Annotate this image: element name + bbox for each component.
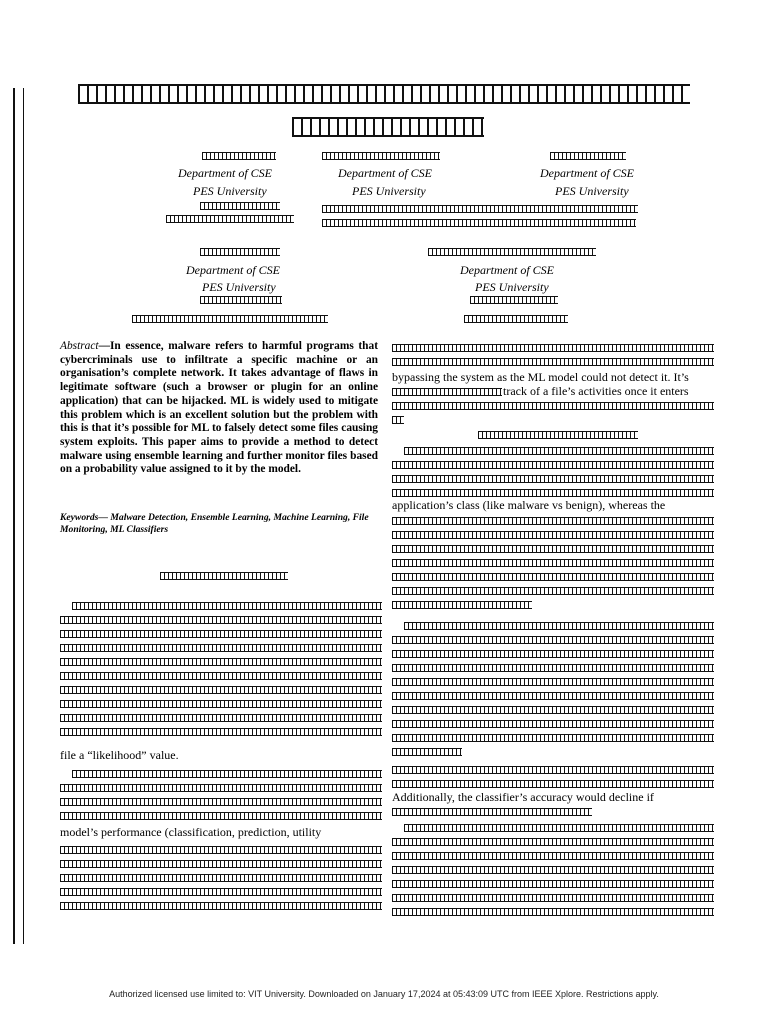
author-location [322,205,638,213]
text-line [60,658,382,666]
text-line [392,838,714,846]
text-line [60,700,382,708]
author-name [428,248,596,256]
author-university: PES University [193,184,267,198]
paper-title-line-1 [78,84,690,104]
author-department: Department of CSE [338,166,432,180]
author-email [132,315,328,323]
text-line [392,402,714,410]
text-line [392,720,714,728]
abstract [60,340,378,477]
text-line [60,644,382,652]
text-line [392,866,714,874]
text-line [392,894,714,902]
text-line [392,545,714,553]
author-location [200,202,280,210]
text-line [392,706,714,714]
author-name [200,248,280,256]
author-name [550,152,626,160]
text-line [60,812,382,820]
text-line [392,636,714,644]
text-line [392,531,714,539]
text-line [60,846,382,854]
text-line [392,734,714,742]
right-text-track: track of a file’s activities once it enters [503,384,689,398]
text-line [392,748,462,756]
text-line [392,780,714,788]
text-line [392,358,714,366]
text-line [60,728,382,736]
text-line [60,672,382,680]
text-line [60,860,382,868]
author-department: Department of CSE [540,166,634,180]
text-line [72,770,382,778]
right-text-bypassing: bypassing the system as the ML model could not detect it. It’s [392,370,689,384]
author-department: Department of CSE [178,166,272,180]
author-name [202,152,276,160]
text-line [60,784,382,792]
left-text-likelihood: file a “likelihood” value. [60,748,179,762]
text-line [60,888,382,896]
text-line [60,686,382,694]
text-line [392,908,714,916]
text-line [392,692,714,700]
text-line [404,824,714,832]
author-department: Department of CSE [460,263,554,277]
text-line [72,602,382,610]
author-email [322,219,636,227]
author-location [470,296,558,304]
text-line [60,798,382,806]
text-line [392,766,714,774]
author-email [464,315,568,323]
text-line [392,601,532,609]
section-heading-related-work [478,431,638,439]
text-line [392,880,714,888]
left-text-model-performance: model’s performance (classification, prediction, utility [60,825,322,839]
text-line [392,388,502,396]
text-line [392,416,404,424]
text-line [60,714,382,722]
author-location [200,296,282,304]
abstract-text: —In essence, malware refers to harmful programs that cybercriminals use to infiltrate a specific machine or an organisation’s complete network. It takes advantage of flaws in legitimate software (such a browser or plugin for an online application) that can be hijacked. ML is widely used to mitigate this problem which is an excellent solution but the problem with this is that it’s possible for ML to falsely detect some files causing system exploits. This paper aims to provide a method to detect malware using ensemble learning and further monitor files based on a probability value assigned to it by the model. [60,340,378,476]
text-line [392,461,714,469]
abstract-label: Abstract [60,340,99,352]
author-name [322,152,440,160]
text-line [392,650,714,658]
text-line [392,489,714,497]
text-line [392,475,714,483]
text-line [392,559,714,567]
text-line [60,874,382,882]
text-line [392,664,714,672]
text-line [392,852,714,860]
license-footer: Authorized licensed use limited to: VIT University. Downloaded on January 17,2024 at 05:43:09 UTC from IEEE Xplore. Restrictions apply. [109,989,659,999]
text-line [392,678,714,686]
author-department: Department of CSE [186,263,280,277]
text-line [60,630,382,638]
author-university: PES University [202,280,276,294]
right-text-additionally: Additionally, the classifier’s accuracy would decline if [392,790,654,804]
text-line [60,902,382,910]
text-line [404,447,714,455]
text-line [392,808,592,816]
text-line [392,344,714,352]
author-university: PES University [475,280,549,294]
section-heading-introduction [160,572,288,580]
author-email [166,215,294,223]
right-text-application-class: application’s class (like malware vs benign), whereas the [392,498,666,512]
keywords: Keywords— Malware Detection, Ensemble Learning, Machine Learning, File Monitoring, ML Classifiers [60,512,369,535]
text-line [392,573,714,581]
paper-title-line-2 [292,117,484,137]
text-line [404,622,714,630]
author-university: PES University [555,184,629,198]
text-line [392,517,714,525]
page-edge-bar [13,88,24,944]
text-line [392,587,714,595]
author-university: PES University [352,184,426,198]
text-line [60,616,382,624]
